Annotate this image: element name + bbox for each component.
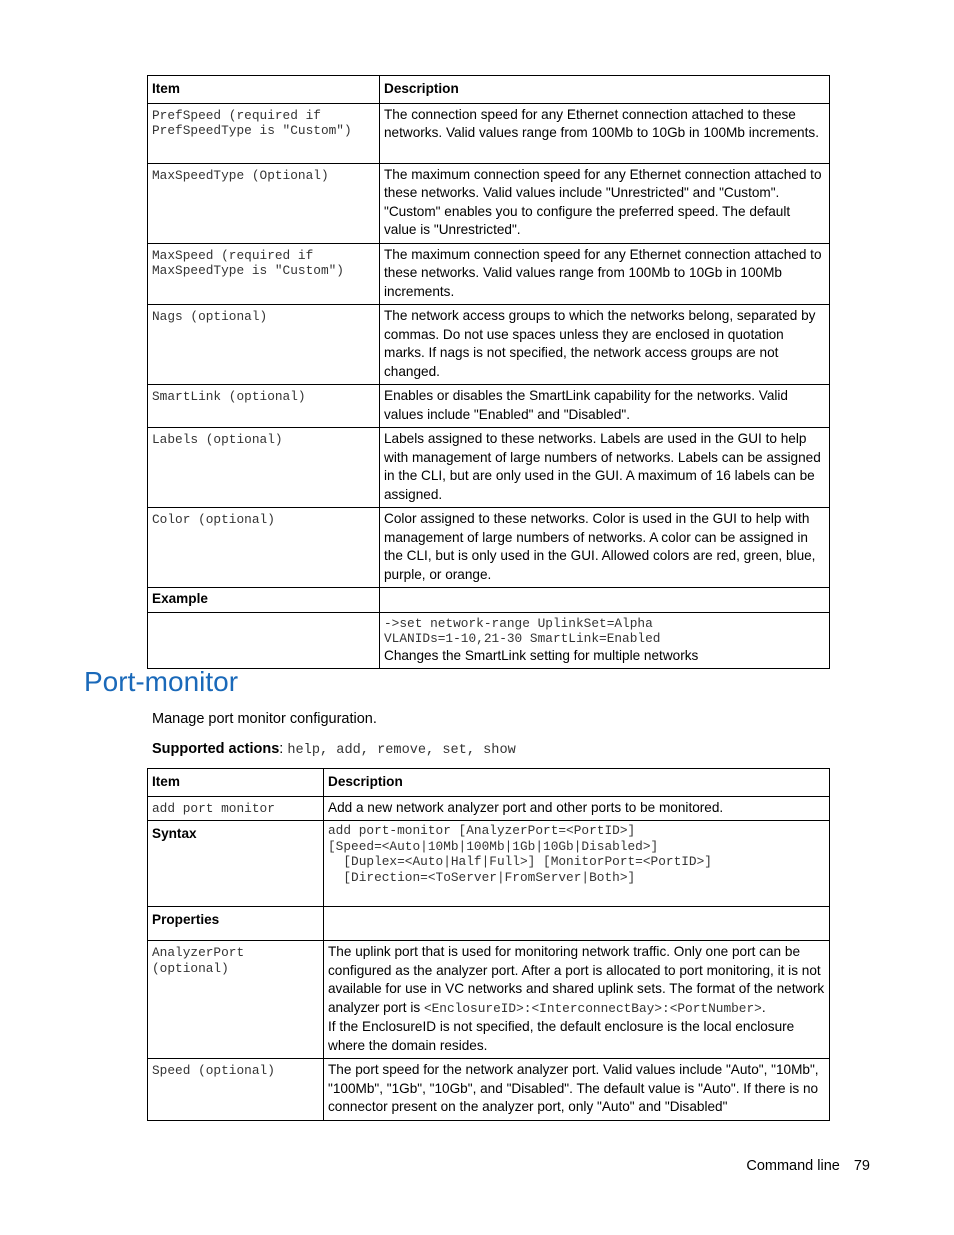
analyzer-desc-text: The uplink port that is used for monitoring network traffic. Only one port can be configured as the analyzer port. After a port is allocated to port monitoring, it is not available for use in VC networks and shared uplink sets. The format of the network analyzer port is bbox=[328, 944, 825, 1015]
properties-table bbox=[147, 75, 830, 669]
item-cell: Color (optional) bbox=[148, 508, 380, 588]
description-cell: The maximum connection speed for any Ethernet connection attached to these networks. Valid values include "Unrestricted" and "Custom". "Custom" enables you to configure the preferred speed. The default value is "Unrestricted". bbox=[380, 163, 830, 243]
syntax-row bbox=[148, 821, 830, 907]
item-cell: MaxSpeed (required if MaxSpeedType is "Custom") bbox=[148, 243, 380, 305]
example-code-line: ->set network-range UplinkSet=Alpha bbox=[384, 615, 653, 631]
table-row bbox=[148, 385, 830, 428]
description-cell: The port speed for the network analyzer port. Valid values include "Auto", "10Mb", "100Mb", "1Gb", "10Gb", and "Disabled". The default value is "Auto". If there is no connector present on the analyzer port, only "Auto" and "Disabled" bbox=[324, 1059, 830, 1121]
analyzer-format-code: <EnclosureID>:<InterconnectBay>:<PortNumber> bbox=[423, 1000, 762, 1016]
description-cell: Enables or disables the SmartLink capability for the networks. Valid values include "Enabled" and "Disabled". bbox=[380, 385, 830, 428]
table-row bbox=[148, 243, 830, 305]
analyzer-desc-note: If the EnclosureID is not specified, the default enclosure is the local enclosure where the domain resides. bbox=[328, 1019, 795, 1053]
description-cell: Add a new network analyzer port and other ports to be monitored. bbox=[324, 796, 830, 821]
syntax-line: [Direction=<ToServer|FromServer|Both>] bbox=[328, 869, 636, 885]
table-header bbox=[148, 769, 830, 797]
syntax-cell bbox=[324, 821, 830, 907]
column-header-item: Item bbox=[148, 769, 324, 797]
empty-cell bbox=[148, 612, 380, 669]
port-monitor-table bbox=[147, 768, 830, 1121]
properties-row bbox=[148, 907, 830, 941]
table-header bbox=[148, 76, 830, 104]
description-cell bbox=[324, 941, 830, 1059]
description-cell: Labels assigned to these networks. Labels are used in the GUI to help with management of large numbers of networks. Labels can be assigned in the CLI, but are only used in the GUI. A maximum of 16 labels can be assigned. bbox=[380, 428, 830, 508]
properties-label: Properties bbox=[148, 907, 324, 941]
column-header-description: Description bbox=[380, 76, 830, 104]
item-cell: Speed (optional) bbox=[148, 1059, 324, 1121]
table-row bbox=[148, 796, 830, 821]
syntax-line: [Speed=<Auto|10Mb|100Mb|1Gb|10Gb|Disabled>] bbox=[328, 838, 659, 854]
page-number: 79 bbox=[853, 1158, 870, 1174]
empty-cell bbox=[324, 907, 830, 941]
example-cell bbox=[380, 612, 830, 669]
item-cell: SmartLink (optional) bbox=[148, 385, 380, 428]
footer-section: Command line bbox=[746, 1158, 840, 1174]
item-cell: Labels (optional) bbox=[148, 428, 380, 508]
table-row bbox=[148, 508, 830, 588]
example-header-row bbox=[148, 588, 830, 613]
table-row bbox=[148, 305, 830, 385]
syntax-label: Syntax bbox=[148, 821, 324, 907]
item-cell: MaxSpeedType (Optional) bbox=[148, 163, 380, 243]
table-row bbox=[148, 428, 830, 508]
example-description: Changes the SmartLink setting for multiple networks bbox=[384, 647, 699, 663]
description-cell: The connection speed for any Ethernet connection attached to these networks. Valid values range from 100Mb to 10Gb in 100Mb increments. bbox=[380, 103, 830, 163]
example-row bbox=[148, 612, 830, 669]
syntax-line: [Duplex=<Auto|Half|Full>] [MonitorPort=<PortID>] bbox=[328, 854, 712, 869]
column-header-item: Item bbox=[148, 76, 380, 104]
supported-actions-label: Supported actions bbox=[152, 741, 280, 757]
example-label: Example bbox=[148, 588, 380, 613]
table-row bbox=[148, 163, 830, 243]
example-code-line: VLANIDs=1-10,21-30 SmartLink=Enabled bbox=[384, 631, 661, 646]
description-cell: The network access groups to which the networks belong, separated by commas. Do not use spaces unless they are enclosed in quotation marks. If nags is not specified, the network access groups are not changed. bbox=[380, 305, 830, 385]
description-cell: Color assigned to these networks. Color is used in the GUI to help with management of large numbers of networks. A color can be assigned in the CLI, but is only used in the GUI. Allowed colors are red, green, blue, purple, or orange. bbox=[380, 508, 830, 588]
supported-actions bbox=[152, 741, 516, 758]
analyzer-desc-period: . bbox=[761, 999, 766, 1015]
item-cell: AnalyzerPort (optional) bbox=[148, 941, 324, 1059]
supported-actions-list: help, add, remove, set, show bbox=[287, 743, 516, 758]
section-intro: Manage port monitor configuration. bbox=[152, 711, 377, 727]
item-cell: PrefSpeed (required if PrefSpeedType is "Custom") bbox=[148, 103, 380, 163]
empty-cell bbox=[380, 588, 830, 613]
item-cell: Nags (optional) bbox=[148, 305, 380, 385]
item-cell: add port monitor bbox=[148, 796, 324, 821]
column-header-description: Description bbox=[324, 769, 830, 797]
table-row bbox=[148, 941, 830, 1059]
section-title: Port-monitor bbox=[84, 666, 239, 697]
table-row bbox=[148, 103, 830, 163]
supported-actions-separator: : bbox=[279, 741, 288, 757]
table-row bbox=[148, 1059, 830, 1121]
syntax-line: add port-monitor [AnalyzerPort=<PortID>] bbox=[328, 823, 636, 838]
description-cell: The maximum connection speed for any Ethernet connection attached to these networks. Valid values range from 100Mb to 10Gb in 100Mb increments. bbox=[380, 243, 830, 305]
page-footer bbox=[732, 1158, 870, 1174]
